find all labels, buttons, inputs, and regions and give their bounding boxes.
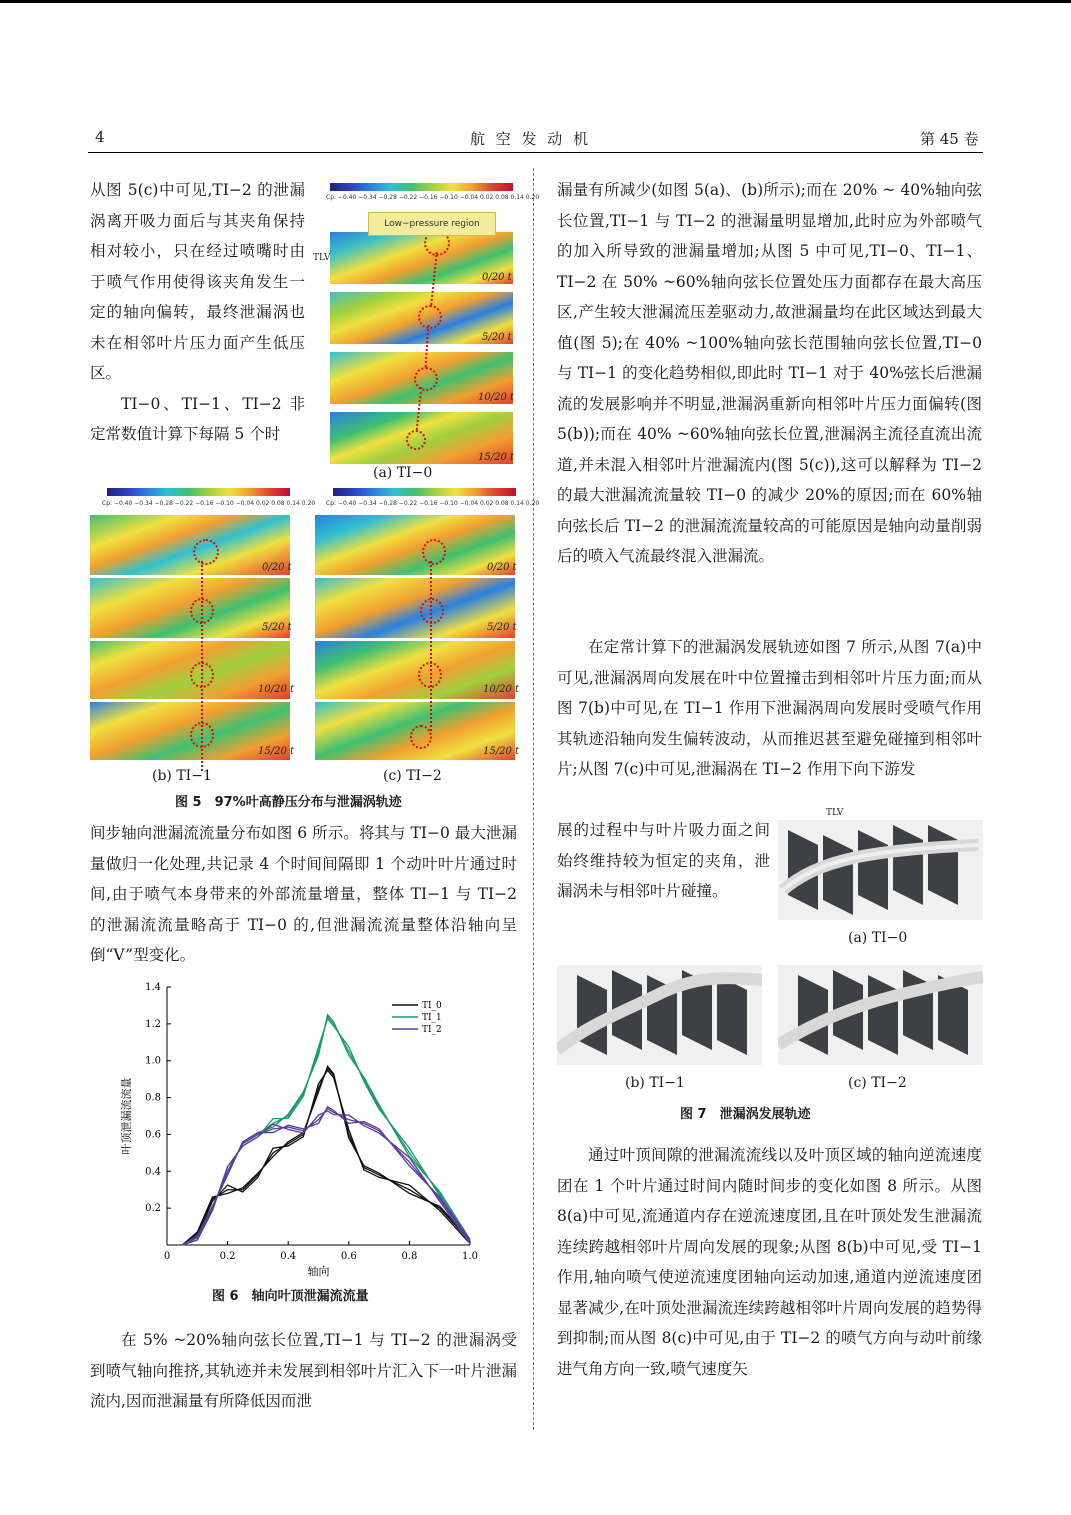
subfigure-label: (a) TI−0: [848, 930, 908, 946]
time-label: 15/20 t: [258, 746, 295, 757]
y-axis-label: 叶顶泄漏流流量: [120, 1077, 133, 1155]
contour-panel: [315, 515, 515, 575]
tlv-label: TLV: [826, 808, 844, 818]
figure-5-caption: 图 5 97%叶高静压分布与泄漏涡轨迹: [175, 795, 402, 810]
time-label: 15/20 t: [483, 746, 520, 757]
low-pressure-label: Low−pressure region: [368, 212, 496, 236]
colorbar-ticks: Cp: −0.40 −0.34 −0.28 −0.22 −0.16 −0.10 −0.04 0.02 0.08 0.14 0.20: [326, 500, 540, 507]
paragraph-text: 从图 5(c)中可见,TI−2 的泄漏涡离开吸力面后与其夹角保持相对较小，只在经过喷嘴时由于喷气作用使得该夹角发生一定的轴向偏转，最终泄漏涡也未在相邻叶片压力面产生低压区。: [90, 181, 305, 382]
y-tick-label: 1.0: [145, 1055, 161, 1067]
page-number: 4: [95, 128, 105, 146]
time-label: 0/20 t: [482, 272, 512, 283]
colorbar-ticks: Cp: −0.40 −0.34 −0.28 −0.22 −0.16 −0.10 −0.04 0.02 0.08 0.14 0.20: [102, 500, 316, 507]
series-line-TI_1: [182, 1015, 470, 1245]
vortex-3d-image: [778, 820, 983, 920]
time-label: 0/20 t: [262, 562, 292, 573]
legend-label: TI_2: [422, 1025, 442, 1035]
subfigure-label: (a) TI−0: [373, 465, 433, 481]
series-line-TI_0: [182, 1066, 470, 1245]
x-tick-label: 0.6: [340, 1251, 357, 1262]
top-rule: [0, 0, 1071, 3]
paragraph-text: 间步轴向泄漏流流量分布如图 6 所示。将其与 TI−0 最大泄漏量做归一化处理,共记录 4 个时间间隔即 1 个动叶叶片通过时间,由于喷气本身带来的外部流量增量，整体 TI−1 与 TI−2 的泄漏流流量略高于 TI−0 的,但泄漏流流量整体沿轴向呈倒“V”型变化。: [90, 824, 517, 964]
legend-label: TI_0: [422, 1001, 442, 1011]
vortex-marker: [410, 725, 432, 749]
y-tick-label: 0.6: [145, 1129, 161, 1141]
time-label: 0/20 t: [487, 562, 517, 573]
tlv-label: TLV: [313, 253, 331, 263]
vortex-marker: [406, 430, 426, 450]
right-wrap-paragraph: [557, 815, 770, 907]
y-tick-label: 0.2: [145, 1203, 161, 1215]
y-tick-label: 1.2: [145, 1018, 161, 1030]
paragraph-text: 漏量有所减少(如图 5(a)、(b)所示);而在 20% ~ 40%轴向弦长位置,TI−1 与 TI−2 的泄漏量明显增加,此时应为外部喷气的加入所导致的泄漏量增加;从图 5 中可见,TI−0、TI−1、TI−2 在 50% ~60%轴向弦长位置处压力面都存在最大高压区,产生较大泄漏流压差驱动力,故泄漏量均在此区域达到最大值(图 5);在 40% ~100%轴向弦长范围轴向弦长位置,TI−0 与 TI−1 的变化趋势相似,即此时 TI−1 对于 40%弦长后泄漏流的发展影响并不明显,泄漏涡重新向相邻叶片压力面偏转(图 5(b));而在 40% ~60%轴向弦长位置,泄漏涡主流径直流出流道,并未混入相邻叶片泄漏流内(图 5(c)),这可以解释为 TI−2 的最大泄漏流流量较 TI−0 的减少 20%的原因;而在 60%轴向弦长后 TI−2 的泄漏流流量较高的可能原因是轴向动量削弱后的喷入气流最终混入泄漏流。: [557, 181, 982, 565]
vortex-marker: [422, 539, 446, 565]
paragraph-text-2: TI−0、TI−1、TI−2 非定常数值计算下每隔 5 个时: [90, 394, 305, 443]
column-divider: [533, 168, 534, 1430]
left-top-paragraph: [90, 175, 305, 450]
paragraph-text: 在 5% ~20%轴向弦长位置,TI−1 与 TI−2 的泄漏涡受到喷气轴向推挤,其轨迹并未发展到相邻叶片汇入下一叶片泄漏流内,因而泄漏量有所降低因而泄: [90, 1331, 517, 1410]
x-tick-label: 0: [163, 1251, 171, 1262]
volume-label: 第 45 卷: [920, 130, 979, 148]
series-line-TI_1: [182, 1016, 470, 1245]
vortex-marker: [414, 367, 438, 391]
figure-6-caption: 图 6 轴向叶顶泄漏流流量: [212, 1289, 369, 1304]
legend-label: TI_1: [422, 1013, 442, 1023]
colorbar: [107, 488, 290, 496]
vortex-marker: [418, 305, 442, 329]
leakage-flow-chart: [100, 975, 500, 1285]
time-label: 10/20 t: [258, 684, 295, 695]
journal-name: 航 空 发 动 机: [470, 130, 592, 148]
header-rule: [88, 152, 983, 153]
time-label: 5/20 t: [487, 622, 517, 633]
series-line-TI_0: [182, 1068, 470, 1245]
figure-7-caption: 图 7 泄漏涡发展轨迹: [680, 1107, 811, 1122]
colorbar-ticks: Cp: −0.40 −0.34 −0.28 −0.22 −0.16 −0.10 −0.04 0.02 0.08 0.14 0.20: [326, 194, 540, 201]
paragraph-text: 在定常计算下的泄漏涡发展轨迹如图 7 所示,从图 7(a)中可见,泄漏涡周向发展在叶中位置撞击到相邻叶片压力面;而从图 7(b)中可见,在 TI−1 作用下泄漏涡周向发展时受喷气作用其轨迹沿轴向发生偏转波动，从而推迟甚至避免碰撞到相邻叶片;从图 7(c)中可见,泄漏涡在 TI−2 作用下向下游发: [557, 638, 982, 778]
vortex-3d-image: [557, 965, 762, 1065]
x-tick-label: 0.8: [401, 1251, 418, 1262]
x-axis-label: 轴向: [307, 1265, 330, 1278]
trajectory-line: [430, 561, 432, 731]
left-bottom-paragraph: [90, 1325, 517, 1417]
time-label: 10/20 t: [478, 392, 515, 403]
time-label: 15/20 t: [478, 452, 515, 463]
colorbar: [333, 488, 516, 496]
y-tick-label: 1.4: [145, 982, 161, 993]
time-label: 5/20 t: [262, 622, 292, 633]
subfigure-label: (c) TI−2: [383, 768, 442, 784]
vortex-marker: [193, 539, 219, 565]
time-label: 10/20 t: [483, 684, 520, 695]
x-tick-label: 0.4: [280, 1251, 297, 1262]
y-tick-label: 0.4: [145, 1166, 161, 1178]
paragraph-text: 展的过程中与叶片吸力面之间始终维持较为恒定的夹角，泄漏涡未与相邻叶片碰撞。: [557, 821, 770, 900]
y-tick-label: 0.8: [145, 1092, 161, 1104]
x-tick-label: 0.2: [219, 1251, 236, 1262]
right-mid-paragraph: [557, 632, 982, 785]
paragraph-text: 通过叶顶间隙的泄漏流流线以及叶顶区域的轴向逆流速度团在 1 个叶片通过时间内随时间步的变化如图 8 所示。从图 8(a)中可见,流通道内存在逆流速度团,且在叶顶处发生泄漏流连续跨越相邻叶片周向发展的现象;从图 8(b)中可见,受 TI−1 作用,轴向喷气使逆流速度团轴向运动加速,通道内逆流速度团显著减少,在叶顶处泄漏流连续跨越相邻叶片周向发展的趋势得到抑制;而从图 8(c)中可见,由于 TI−2 的喷气方向与动叶前缘进气角方向一致,喷气速度矢: [557, 1146, 982, 1378]
vortex-marker: [420, 598, 444, 624]
subfigure-label: (b) TI−1: [625, 1075, 685, 1091]
contour-panel: [315, 578, 515, 638]
vortex-3d-image: [778, 965, 983, 1065]
colorbar: [330, 183, 513, 191]
contour-panel: [90, 515, 290, 575]
x-tick-label: 1.0: [462, 1251, 478, 1262]
subfigure-label: (c) TI−2: [848, 1075, 907, 1091]
time-label: 5/20 t: [482, 332, 512, 343]
trajectory-line: [201, 561, 203, 771]
series-line-TI_1: [182, 1019, 470, 1245]
right-bottom-paragraph: [557, 1140, 982, 1384]
left-mid-paragraph: [90, 818, 517, 971]
subfigure-label: (b) TI−1: [152, 768, 212, 784]
series-line-TI_0: [182, 1070, 470, 1245]
right-top-paragraph: [557, 175, 982, 572]
